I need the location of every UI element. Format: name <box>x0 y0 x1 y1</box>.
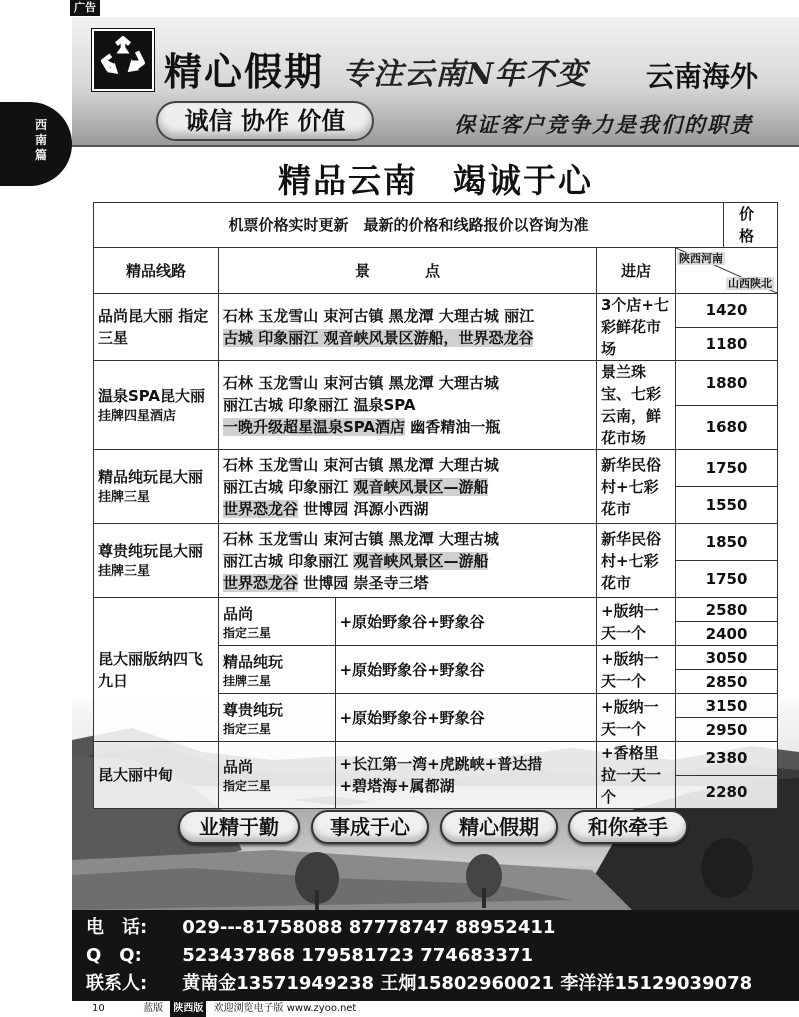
price-region-header <box>676 248 778 294</box>
price-b: 2400 <box>676 622 778 646</box>
col-shop-header: 进店 <box>597 248 676 294</box>
sub-route: 尊贵纯玩 指定三星 +原始野象谷+野象谷 <box>219 694 597 742</box>
route-name: 温泉SPA昆大丽 挂牌四星酒店 <box>94 361 219 450</box>
phone-row <box>86 914 799 942</box>
side-tab <box>0 102 72 186</box>
route-shop: 3个店+七彩鲜花市场 <box>597 294 676 361</box>
col-spots-header: 景 点 <box>219 248 597 294</box>
recycle-logo-icon <box>92 29 154 91</box>
price-a: 1880 <box>676 361 778 406</box>
side-tab-label: 西南篇 <box>34 118 47 162</box>
route-name: 昆大丽版纳四飞九日 <box>94 598 219 742</box>
qq-numbers: 523437868 179581723 774683371 <box>182 945 533 966</box>
footer-tagline: 欢迎浏览电子版 www.zyoo.net <box>213 1003 357 1014</box>
slogan-pill: 业精于勤 <box>178 810 300 844</box>
route-name: 昆大丽中甸 <box>94 742 219 809</box>
phone-label: 电 话: <box>86 917 148 938</box>
footer-section: 蓝版 <box>143 1003 164 1014</box>
route-name: 品尚昆大丽 指定三星 <box>94 294 219 361</box>
price-a: 1850 <box>676 524 778 561</box>
sub-route-extra: +版纳一天一个 <box>597 598 676 646</box>
route-spots: 石林 玉龙雪山 束河古镇 黑龙潭 大理古城 丽江古城 印象丽江 温泉SPA 一晚升级超星温泉SPA酒店 幽香精油一瓶 <box>219 361 597 450</box>
contact-persons: 黄南金13571949238 王炯15802960021 李洋洋15129039078 <box>182 973 753 994</box>
price-table <box>93 202 777 806</box>
route-name: 精品纯玩昆大丽 挂牌三星 <box>94 450 219 524</box>
contact-person-label: 联系人: <box>86 973 148 994</box>
slogan-pill: 和你牵手 <box>568 810 688 844</box>
price-b: 1180 <box>676 327 778 361</box>
route-spots: 石林 玉龙雪山 束河古镇 黑龙潭 大理古城 丽江古城 印象丽江 观音峡风景区—游船 世界恐龙谷 世博园 崇圣寺三塔 <box>219 524 597 598</box>
table-notice: 机票价格实时更新 最新的价格和线路报价以咨询为准 <box>94 203 724 248</box>
ad-tag: 广告 <box>70 0 100 16</box>
price-a: 3150 <box>676 694 778 718</box>
brand-slogan: 专注云南N年不变 <box>342 57 588 92</box>
promise-slogan: 保证客户竞争力是我们的职责 <box>454 112 753 137</box>
values-pill: 诚信 协作 价值 <box>156 101 374 141</box>
page-number: 10 <box>92 1003 105 1014</box>
route-name: 尊贵纯玩昆大丽 挂牌三星 <box>94 524 219 598</box>
price-b: 2280 <box>676 775 778 809</box>
slogan-pill: 精心假期 <box>440 810 558 844</box>
price-b: 1750 <box>676 561 778 598</box>
route-spots: 石林 玉龙雪山 束河古镇 黑龙潭 大理古城 丽江 古城 印象丽江 观音峡风景区游船，世界恐龙谷 <box>219 294 597 361</box>
contact-panel <box>72 910 799 1001</box>
price-region-b: 山西陕北 <box>728 277 773 290</box>
contact-person-row <box>86 970 799 998</box>
price-region-a: 陕西河南 <box>679 252 723 265</box>
route-spots: 石林 玉龙雪山 束河古镇 黑龙潭 大理古城 丽江古城 印象丽江 观音峡风景区—游船 世界恐龙谷 世博园 洱源小西湖 <box>219 450 597 524</box>
price-a: 1420 <box>676 294 778 328</box>
sub-route: 品尚 指定三星 +原始野象谷+野象谷 <box>219 598 597 646</box>
sub-route: 品尚 指定三星 +长江第一湾+虎跳峡+普达措 +碧塔海+属都湖 <box>219 742 597 809</box>
col-route-header: 精品线路 <box>94 248 219 294</box>
price-b: 2950 <box>676 718 778 742</box>
footer-edition: 陕西版 <box>170 1001 206 1017</box>
price-b: 1680 <box>676 405 778 450</box>
slogan-pill: 事成于心 <box>311 810 429 844</box>
region-label: 云南海外 <box>646 60 759 93</box>
route-shop: 新华民俗村+七彩花市 <box>597 450 676 524</box>
price-header: 价格 <box>724 203 778 248</box>
route-shop: 新华民俗村+七彩花市 <box>597 524 676 598</box>
qq-row <box>86 942 799 970</box>
banner-header <box>72 17 799 147</box>
sub-route-extra: +版纳一天一个 <box>597 694 676 742</box>
phone-numbers: 029---81758088 87778747 88952411 <box>182 917 556 938</box>
page-footer <box>92 1001 356 1017</box>
sub-route-extra: +香格里拉一天一个 <box>597 742 676 809</box>
price-a: 2380 <box>676 742 778 776</box>
sub-route: 精品纯玩 挂牌三星 +原始野象谷+野象谷 <box>219 646 597 694</box>
price-a: 2580 <box>676 598 778 622</box>
headline: 精品云南 竭诚于心 <box>278 161 593 200</box>
route-shop: 景兰珠宝、七彩云南，鲜花市场 <box>597 361 676 450</box>
brand-name: 精心假期 <box>164 49 325 94</box>
sub-route-extra: +版纳一天一个 <box>597 646 676 694</box>
price-a: 1750 <box>676 450 778 487</box>
qq-label: Q Q: <box>86 945 142 966</box>
price-b: 1550 <box>676 487 778 524</box>
price-b: 2850 <box>676 670 778 694</box>
price-a: 3050 <box>676 646 778 670</box>
